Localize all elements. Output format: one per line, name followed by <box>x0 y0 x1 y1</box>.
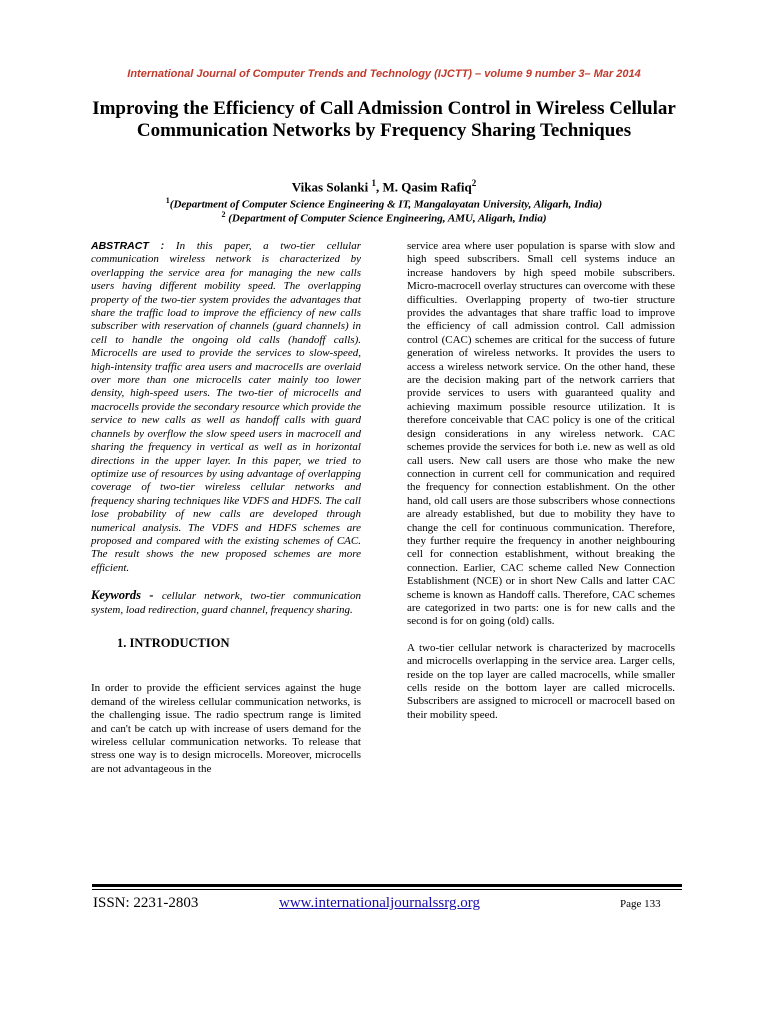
author-2-affiliation-mark: 2 <box>471 178 477 188</box>
left-column <box>91 240 361 776</box>
author-1: Vikas Solanki <box>291 179 372 195</box>
abstract-text: In this paper, a two-tier cellular communication wireless network is characterized by overlapping the service area for managing the new calls users having different mobility speed. The overlapping property of the two-tier system provides the advantages that share the traffic load to improve the efficiency of new calls subscriber with reservation of channels (guard channels) in cell to handle the ongoing old calls (handoff calls). Microcells are used to provide the services to slow-speed, high-intensity traffic area users and macrocells are overlaid over more than one microcells cater mainly too lower density, high-speed users. The two-tier of microcells and macrocells provide the secondary resource which provide the service to new calls as well as handoff calls with guard channels by overflow the slow speed users in macrocell and sharing the frequency in vertical as well as in horizontal directions in the upper layer. In this paper, we tried to optimize use of resources by using advantage of overlapping coverage of two-tier wireless cellular networks and frequency sharing techniques like VDFS and HDFS. The call lose probability of new calls are developed through numerical analysis. The VDFS and HDFS schemes are proposed and compared with the existing schemes of CAC. The result shows the new proposed schemes are more efficient. <box>91 240 362 574</box>
intro-paragraph-2: service area where user population is sparse with slow and high speed subscribers. Small cell systems induce an increase handovers by high speed mobile subscribers. Micro-macrocell overlay structures can overcome with these difficulties. Overlapping property of two-tier structure provides the advantages that share traffic load to improve the efficiency of call admission control. Call admission control (CAC) schemes are critical for the success of future generation of wireless networks. It provides the users to access a wireless network service. On the other hand, these are the decision making part of the network carriers that provide services to users with guaranteed quality and achieving maximum possible resource utilization. It is therefore conceivable that CAC policy is one of the critical design considerations in any wireless network. CAC schemes provide the services for both i.e. new as well as old call users. New call users are those who make the new connection in current cell for communication and required the frequency for connection establishment. On the other hand, old call users are those subscribers whose connections are already established, but due to mobility they have to change the cell for continuous communication. Therefore, they further require the frequency in another neighbouring cell for connection establishment, without breaking the connection. Earlier, CAC scheme called New Connection Establishment (NCE) or in short New Calls and latter CAC scheme is known as Handoff calls. Therefore, CAC schemes are categorized in two parts: one is for new calls and the second is for on going (old) calls. <box>407 240 675 628</box>
journal-website-link[interactable]: www.internationaljournalssrg.org <box>279 895 480 911</box>
footer-rule-thick <box>92 884 682 887</box>
right-column <box>407 240 675 722</box>
page-number: Page 133 <box>620 898 661 910</box>
affiliation-2-text: (Department of Computer Science Engineering, AMU, Aligarh, India) <box>225 212 547 225</box>
section-heading-introduction: 1. INTRODUCTION <box>117 635 230 650</box>
keywords-label: Keywords - <box>91 588 162 603</box>
journal-header: International Journal of Computer Trends and Technology (IJCTT) – volume 9 number 3– Mar 2014 <box>127 68 641 80</box>
affiliation-1 <box>0 196 768 211</box>
author-1-affiliation-mark: 1 <box>371 178 377 188</box>
issn: ISSN: 2231-2803 <box>93 895 199 911</box>
affiliation-2-mark: 2 <box>221 210 226 219</box>
author-2: , M. Qasim Rafiq <box>376 179 472 195</box>
affiliation-1-mark: 1 <box>165 196 170 205</box>
abstract <box>91 240 361 575</box>
affiliation-2 <box>0 210 768 225</box>
affiliation-1-text: (Department of Computer Science Engineering & IT, Mangalayatan University, Aligarh, India) <box>169 198 603 211</box>
abstract-label: ABSTRACT : <box>91 240 176 252</box>
paper-title: Improving the Efficiency of Call Admission Control in Wireless Cellular Communication Networks by Frequency Sharing Techniques <box>92 98 676 141</box>
intro-paragraph-1: In order to provide the efficient services against the huge demand of the wireless cellular communication networks, is the challenging issue. The radio spectrum range is limited and can't be catch up with increase of users demand for the wireless cellular communication networks. To release that stress one way is to design microcells. Moreover, microcells are not advantageous in the <box>91 682 361 775</box>
intro-paragraph-3: A two-tier cellular network is characterized by macrocells and microcells overlapping in the service area. Larger cells, reside on the top layer are called macrocells, while smaller cells reside on the bottom layer are called microcells. Subscribers are assigned to microcell or macrocell based on their mobility speed. <box>407 641 675 721</box>
keywords-text: cellular network, two-tier communication system, load redirection, guard channel, frequency sharing. <box>91 590 361 616</box>
footer-rule-thin <box>92 889 682 890</box>
keywords <box>91 589 361 617</box>
author-line <box>0 178 768 195</box>
